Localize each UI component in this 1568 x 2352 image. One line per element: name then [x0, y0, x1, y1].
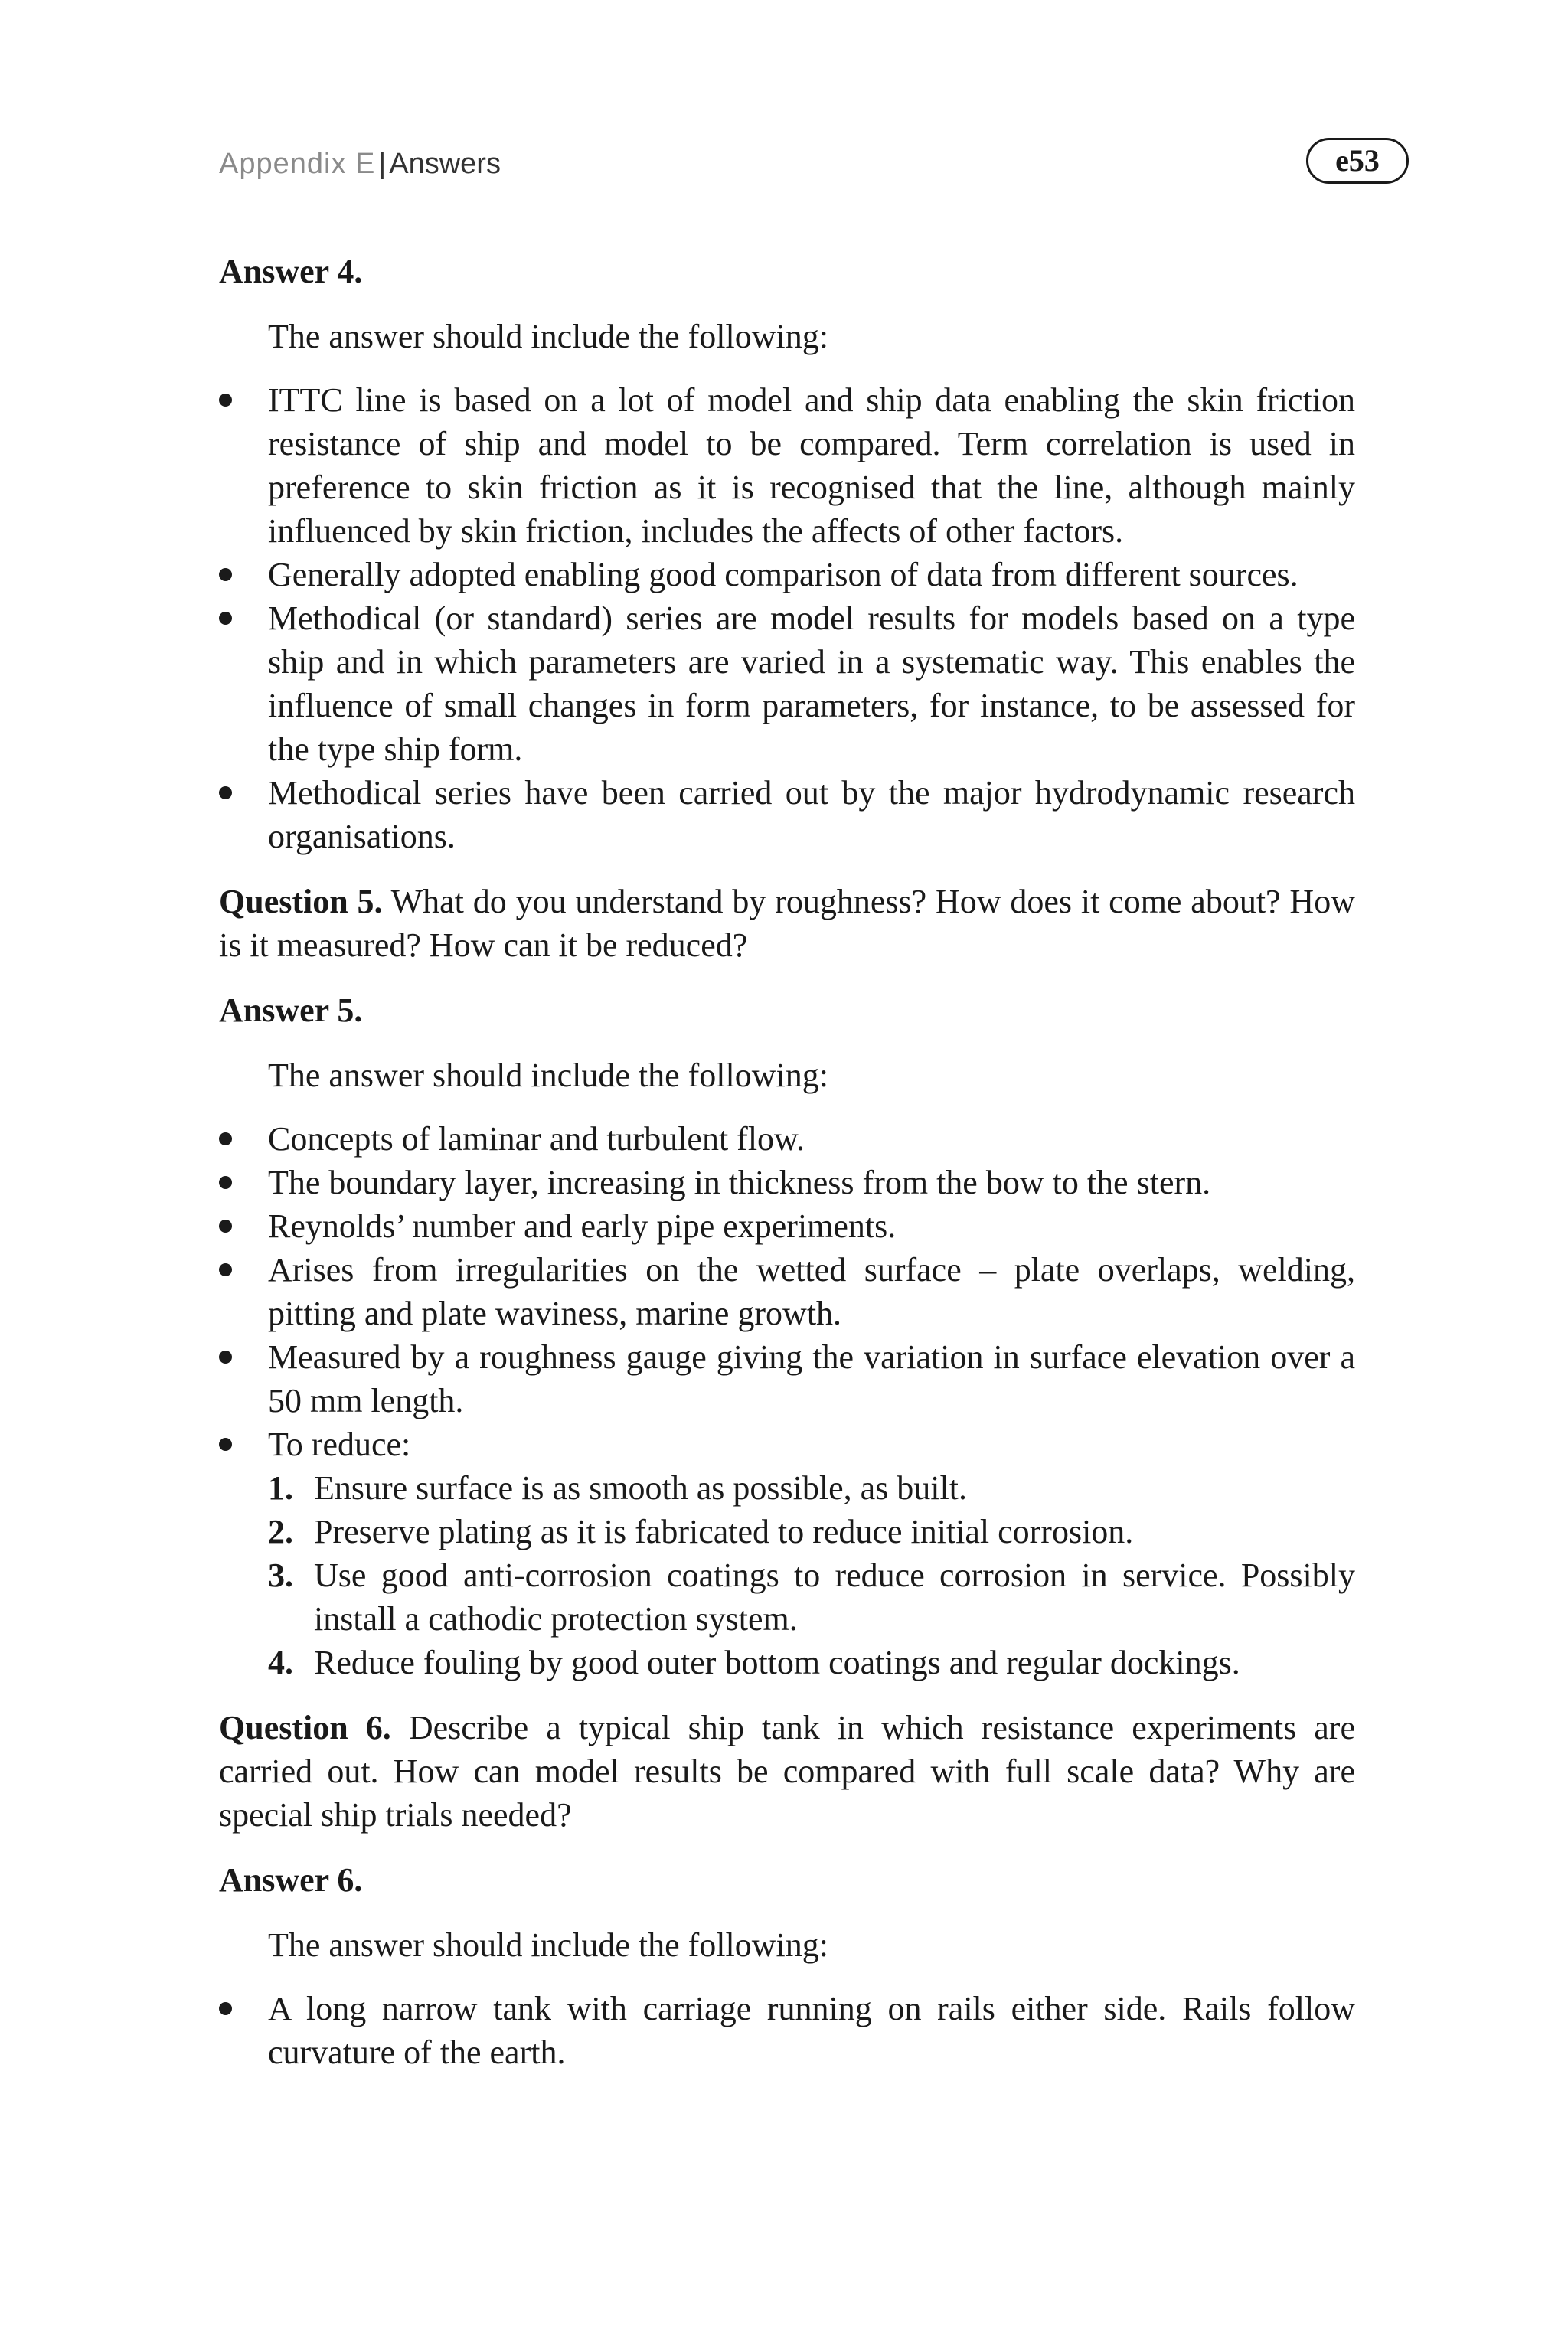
- question-5-label: Question 5.: [219, 883, 383, 920]
- bullet-text: Generally adopted enabling good comparison of data from different sources.: [268, 556, 1298, 593]
- bullet-icon: [219, 1132, 232, 1145]
- answer-5-bullet-list: [219, 1117, 1355, 1684]
- answer-6-bullet-list: [219, 1987, 1355, 2074]
- list-item: [219, 378, 1355, 553]
- bullet-icon: [219, 568, 232, 581]
- step-text: Ensure surface is as smooth as possible, as built.: [314, 1469, 967, 1507]
- step-number: 2.: [268, 1513, 293, 1550]
- list-item: [219, 1987, 1355, 2074]
- step-number: 3.: [268, 1557, 293, 1594]
- bullet-icon: [219, 1176, 232, 1189]
- bullet-icon: [219, 1438, 232, 1451]
- bullet-icon: [219, 786, 232, 799]
- running-head-section: Answers: [389, 148, 501, 180]
- bullet-icon: [219, 1220, 232, 1233]
- list-item: [219, 1117, 1355, 1161]
- numbered-item: [268, 1510, 1355, 1553]
- list-item: [219, 553, 1355, 596]
- running-head-separator: |: [378, 148, 387, 180]
- step-text: Reduce fouling by good outer bottom coatings and regular dockings.: [314, 1644, 1240, 1681]
- bullet-text: To reduce:: [268, 1426, 411, 1463]
- step-text: Use good anti-corrosion coatings to reduce corrosion in service. Possibly install a cathodic protection system.: [314, 1557, 1355, 1638]
- step-number: 1.: [268, 1469, 293, 1507]
- question-6-text: Describe a typical ship tank in which resistance experiments are carried out. How can model results be compared with full scale data? Why are special ship trials needed?: [219, 1709, 1355, 1834]
- answer-4-intro: The answer should include the following:: [268, 318, 828, 355]
- bullet-text: Reynolds’ number and early pipe experiments.: [268, 1207, 897, 1245]
- bullet-icon: [219, 394, 232, 407]
- bullet-text: Methodical (or standard) series are model results for models based on a type ship and in which parameters are varied in a systematic way. This enables the influence of small changes in form parameters, for instance, to be assessed for the type ship form.: [268, 599, 1355, 768]
- bullet-text: A long narrow tank with carriage running on rails either side. Rails follow curvature of the earth.: [268, 1990, 1355, 2071]
- bullet-text: Methodical series have been carried out by the major hydrodynamic research organisations.: [268, 774, 1355, 855]
- page-content: [219, 250, 1355, 2096]
- list-item: [219, 771, 1355, 858]
- bullet-text: The boundary layer, increasing in thickness from the bow to the stern.: [268, 1164, 1211, 1201]
- question-5: [219, 880, 1355, 967]
- question-6: [219, 1706, 1355, 1837]
- list-item: [219, 1161, 1355, 1204]
- bullet-icon: [219, 612, 232, 625]
- list-item: [219, 1335, 1355, 1423]
- bullet-text: ITTC line is based on a lot of model and ship data enabling the skin friction resistance of ship and model to be compared. Term correlation is used in preference to skin friction as it is recognised that the line, although mainly influenced by skin friction, includes the affects of other factors.: [268, 381, 1355, 550]
- page-number: e53: [1306, 138, 1409, 184]
- answer-6-heading: Answer 6.: [219, 1861, 363, 1899]
- list-item: [219, 1204, 1355, 1248]
- question-5-text: What do you understand by roughness? How does it come about? How is it measured? How can it be reduced?: [219, 883, 1355, 964]
- list-item: [219, 1423, 1355, 1684]
- answer-5-intro: The answer should include the following:: [268, 1057, 828, 1094]
- list-item: [219, 596, 1355, 771]
- answer-6-intro: The answer should include the following:: [268, 1926, 828, 1964]
- bullet-text: Concepts of laminar and turbulent flow.: [268, 1120, 805, 1158]
- page-header: [219, 142, 1395, 185]
- running-head: [219, 142, 501, 185]
- question-6-label: Question 6.: [219, 1709, 391, 1746]
- step-number: 4.: [268, 1644, 293, 1681]
- reduce-steps-list: [268, 1466, 1355, 1684]
- bullet-icon: [219, 1263, 232, 1276]
- answer-4-bullet-list: [219, 378, 1355, 858]
- list-item: [219, 1248, 1355, 1335]
- answer-4-heading: Answer 4.: [219, 253, 363, 290]
- answer-5-heading: Answer 5.: [219, 991, 363, 1029]
- running-head-appendix: Appendix E: [219, 148, 376, 180]
- numbered-item: [268, 1466, 1355, 1510]
- bullet-icon: [219, 1351, 232, 1364]
- numbered-item: [268, 1641, 1355, 1684]
- bullet-text: Measured by a roughness gauge giving the variation in surface elevation over a 50 mm length.: [268, 1338, 1355, 1419]
- numbered-item: [268, 1553, 1355, 1641]
- step-text: Preserve plating as it is fabricated to reduce initial corrosion.: [314, 1513, 1134, 1550]
- bullet-text: Arises from irregularities on the wetted surface – plate overlaps, welding, pitting and plate waviness, marine growth.: [268, 1251, 1355, 1332]
- bullet-icon: [219, 2002, 232, 2015]
